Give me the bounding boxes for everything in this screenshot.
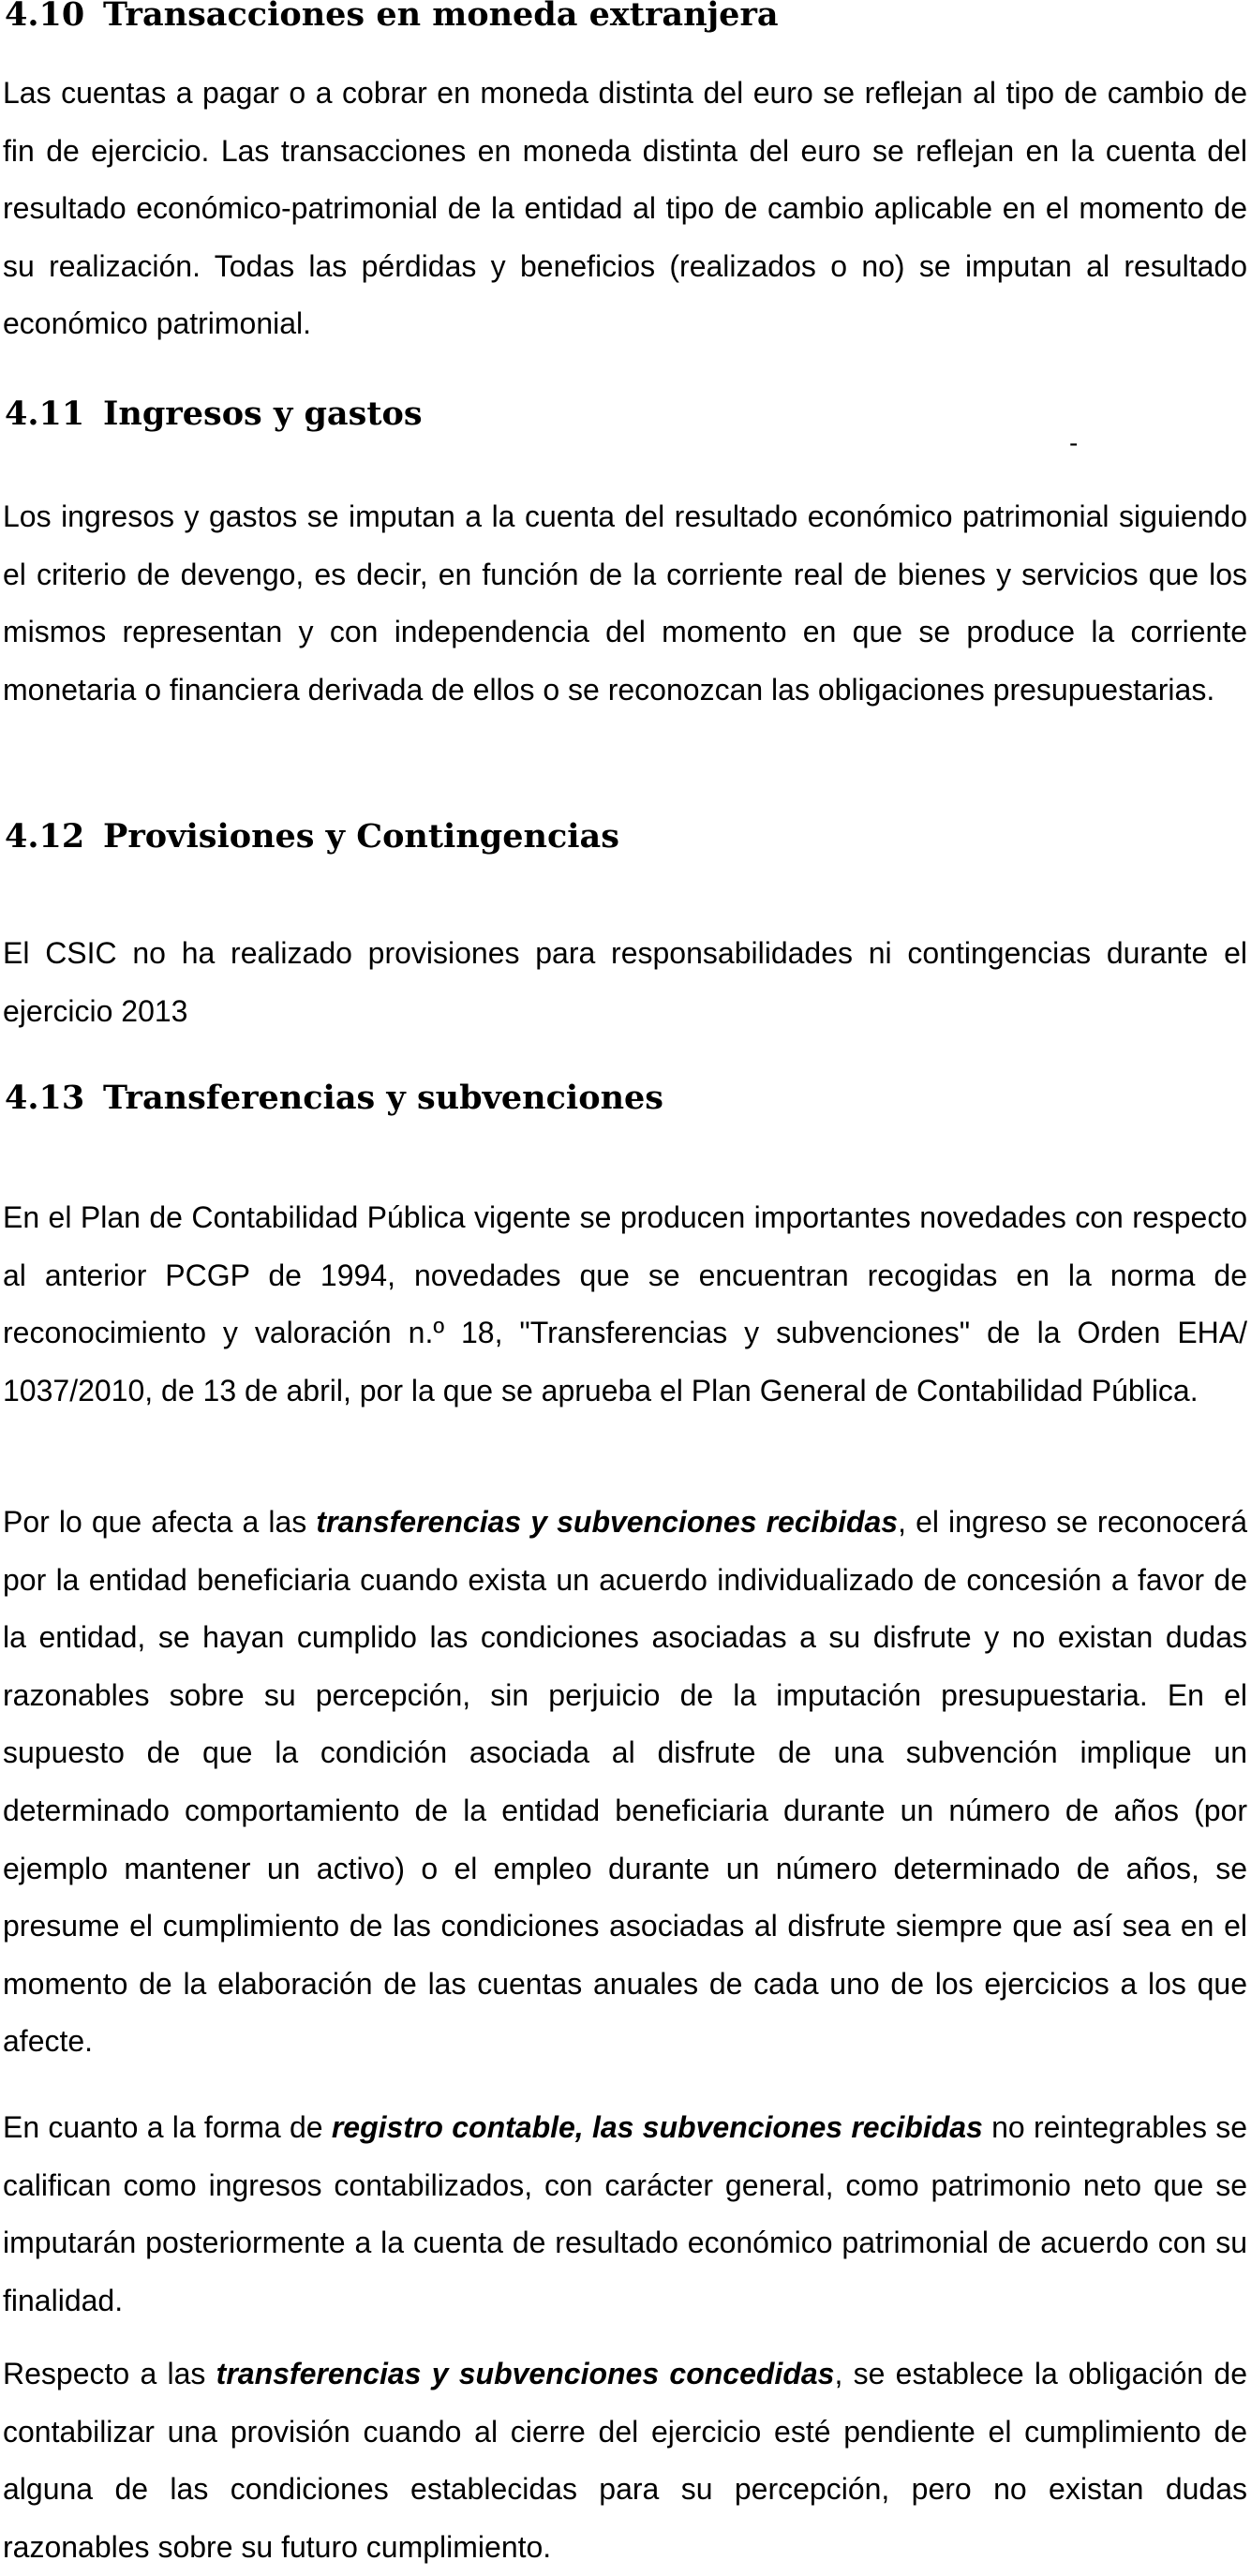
emphasis-text: transferencias y subvenciones recibidas xyxy=(316,1505,899,1539)
paragraph-transfers-received xyxy=(3,1494,1247,2071)
text-run: , se establece la obligación de contabilizar una provisión cuando al cierre del ejercicio esté pendiente el cumplimiento de alguna de las condiciones establecidas para su percepción, pero no existan dudas razonables sobre su futuro cumplimiento. xyxy=(3,2357,1248,2564)
text-run: , el ingreso se reconocerá por la entidad beneficiaria cuando exista un acuerdo individualizado de concesión a favor de la entidad, se hayan cumplido las condiciones asociadas a su disfrute y no existan dudas razonables sobre su percepción, sin perjuicio de la imputación presupuestaria. En el supuesto de que la condición asociada al disfrute de una subvención implique un determinado comportamiento de la entidad beneficiaria durante un número de años (por ejemplo mantener un activo) o el empleo durante un número determinado de años, se presume el cumplimiento de las condiciones asociadas al disfrute siempre que así sea en el momento de la elaboración de las cuentas anuales de cada uno de los ejercicios a los que afecte. xyxy=(3,1505,1248,2059)
emphasis-text: registro contable, las subvenciones recibidas xyxy=(331,2110,983,2144)
section-title: Transferencias y subvenciones xyxy=(103,1079,663,1117)
section-number: 4.10 xyxy=(5,0,85,34)
stray-dash-mark: - xyxy=(1069,428,1079,457)
paragraph-transfers-intro: En el Plan de Contabilidad Pública vigente se producen importantes novedades con respecto al anterior PCGP de 1994, novedades que se encuentran recogidas en la norma de reconocimiento y valoración n.º 18, "Transferencias y subvenciones" de la Orden EHA/ 1037/2010, de 13 de abril, por la que se aprueba el Plan General de Contabilidad Pública. xyxy=(3,1200,1247,1407)
section-number: 4.12 xyxy=(5,817,85,856)
section-number: 4.13 xyxy=(5,1079,85,1117)
emphasis-text: transferencias y subvenciones concedidas xyxy=(216,2357,835,2390)
paragraph-transfers-granted xyxy=(3,2345,1247,2576)
section-heading-4-11 xyxy=(5,395,423,433)
section-heading-4-13 xyxy=(5,1080,663,1117)
section-title: Transacciones en moneda extranjera xyxy=(103,0,779,34)
section-heading-4-10 xyxy=(5,0,779,34)
section-title: Ingresos y gastos xyxy=(103,395,423,433)
text-run: Por lo que afecta a las xyxy=(3,1505,317,1539)
paragraph-provisions: El CSIC no ha realizado provisiones para responsabilidades ni contingencias durante el ejercicio 2013 xyxy=(3,936,1247,1028)
paragraph-income-expenses: Los ingresos y gastos se imputan a la cuenta del resultado económico patrimonial siguiendo el criterio de devengo, es decir, en función de la corriente real de bienes y servicios que los mismos representan y con independencia del momento en que se produce la corriente monetaria o financiera derivada de ellos o se reconozcan las obligaciones presupuestarias. xyxy=(3,499,1247,707)
text-run: En cuanto a la forma de xyxy=(3,2110,332,2144)
paragraph-accounting-record xyxy=(3,2099,1247,2330)
text-run: no reintegrables se califican como ingresos contabilizados, con carácter general, como patrimonio neto que se imputarán posteriormente a la cuenta de resultado económico patrimonial de acuerdo con su finalidad. xyxy=(3,2110,1248,2317)
section-heading-4-12 xyxy=(5,818,619,856)
section-number: 4.11 xyxy=(5,395,85,433)
paragraph-foreign-currency: Las cuentas a pagar o a cobrar en moneda distinta del euro se reflejan al tipo de cambio de fin de ejercicio. Las transacciones en moneda distinta del euro se reflejan en la cuenta del resultado económico-patrimonial de la entidad al tipo de cambio aplicable en el momento de su realización. Todas las pérdidas y beneficios (realizados o no) se imputan al resultado económico patrimonial. xyxy=(3,76,1247,341)
section-title: Provisiones y Contingencias xyxy=(103,817,619,856)
text-run: Respecto a las xyxy=(3,2357,216,2390)
